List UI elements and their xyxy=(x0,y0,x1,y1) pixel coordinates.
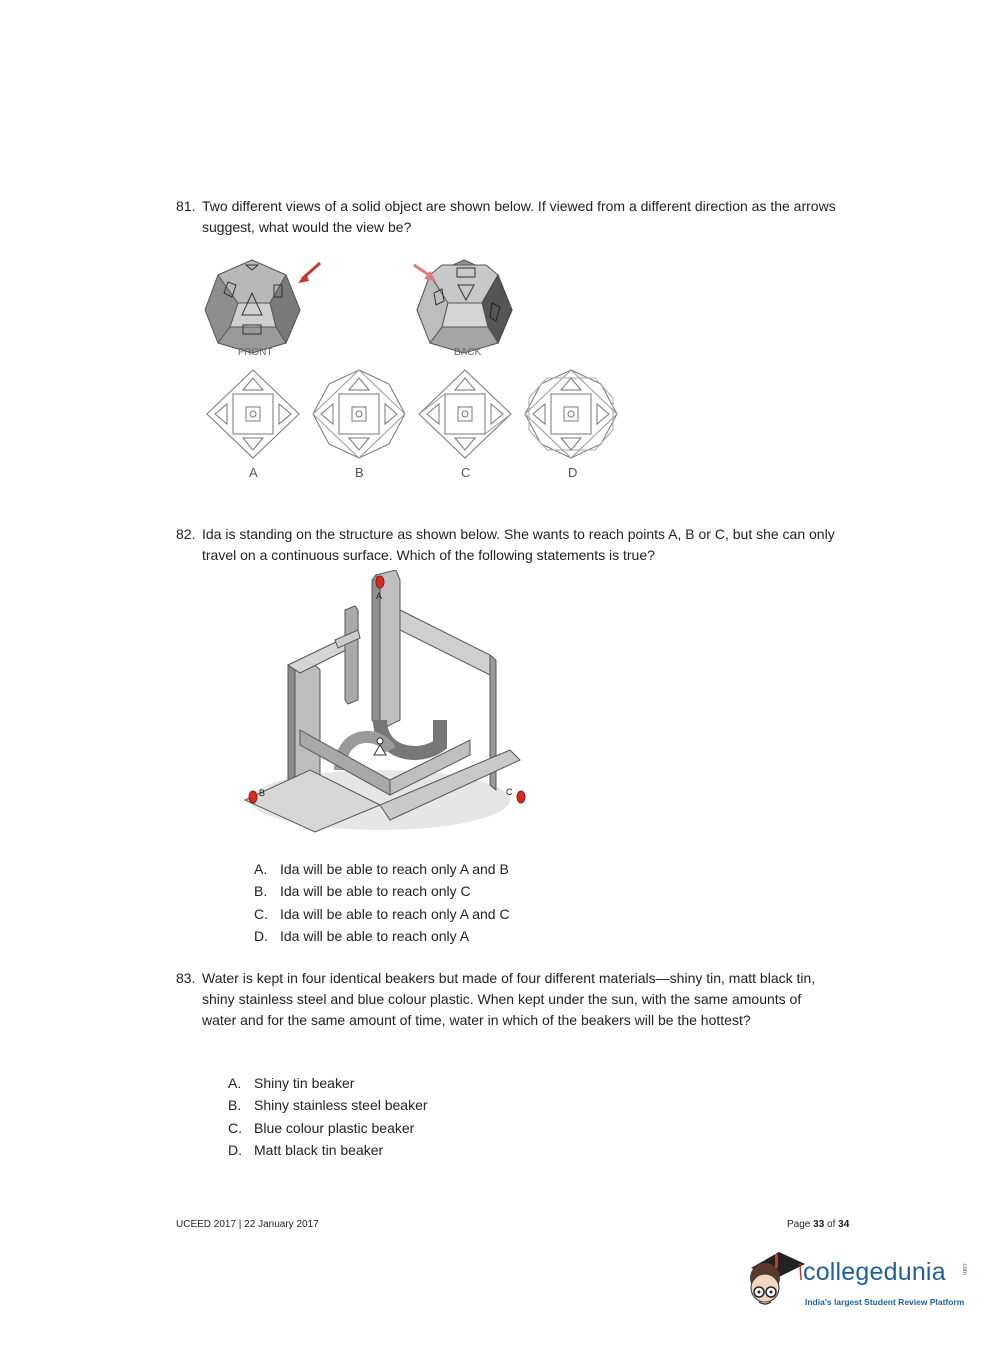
footer-page-number: Page 33 of 34 xyxy=(787,1219,850,1230)
back-label: BACK xyxy=(454,347,482,358)
option-a[interactable]: A. Ida will be able to reach only A and B xyxy=(254,861,509,877)
option-c-figure xyxy=(419,370,511,458)
front-label: FRONT xyxy=(238,347,273,358)
question-number: 82. xyxy=(176,526,196,542)
impossible-structure-figure xyxy=(240,570,530,850)
back-view-figure xyxy=(414,260,512,353)
solid-object-views xyxy=(200,255,530,360)
option-d[interactable]: D. Ida will be able to reach only A xyxy=(254,927,470,944)
question-text: Water is kept in four identical beakers but made of four different materials—shiny tin, matt black tin, shiny stainless steel and blue colour plastic. When kept under the sun, with the same amounts of water and for the same amount of time, water in which of the beakers will be the hottest? xyxy=(202,970,816,1028)
q82-options xyxy=(254,858,510,947)
q83-options xyxy=(228,1072,428,1161)
front-view-figure xyxy=(205,260,320,353)
brand-tagline: India's largest Student Review Platform xyxy=(805,1297,965,1307)
option-figures xyxy=(203,368,623,462)
question-number: 81. xyxy=(176,198,196,214)
question-81 xyxy=(176,196,836,238)
point-b-marker xyxy=(249,791,257,803)
option-c[interactable]: C. Blue colour plastic beaker xyxy=(228,1119,415,1136)
option-b-label: B xyxy=(355,465,364,480)
point-b-label: B xyxy=(259,788,266,798)
question-text: Ida is standing on the structure as shown below. She wants to reach points A, B or C, but she can only travel on a continuous surface. Which of the following statements is true? xyxy=(202,526,835,563)
option-a-label: A xyxy=(249,465,258,480)
point-c-marker xyxy=(517,791,525,803)
option-b[interactable]: B. Shiny stainless steel beaker xyxy=(228,1097,428,1114)
option-a[interactable]: A. Shiny tin beaker xyxy=(228,1075,355,1091)
mascot-icon xyxy=(745,1250,805,1320)
question-number: 83. xyxy=(176,970,196,986)
footer-exam-info: UCEED 2017 | 22 January 2017 xyxy=(176,1219,319,1230)
option-b-figure xyxy=(313,370,405,458)
option-a-figure xyxy=(207,370,299,458)
option-c[interactable]: C. Ida will be able to reach only A and C xyxy=(254,905,510,922)
brand-com: .com xyxy=(961,1262,967,1276)
question-83 xyxy=(176,968,836,1031)
question-82 xyxy=(176,524,836,566)
collegedunia-logo[interactable] xyxy=(745,1250,975,1320)
question-text: Two different views of a solid object are shown below. If viewed from a different direction as the arrows suggest, what would the view be? xyxy=(202,198,836,235)
point-a-label: A xyxy=(376,591,383,601)
option-d-figure xyxy=(525,370,617,458)
option-d-label: D xyxy=(568,465,578,480)
brand-name: collegedunia xyxy=(803,1258,946,1286)
option-d[interactable]: D. Matt black tin beaker xyxy=(228,1141,384,1158)
option-b[interactable]: B. Ida will be able to reach only C xyxy=(254,883,471,900)
option-c-label: C xyxy=(461,465,471,480)
point-a-marker xyxy=(376,576,384,588)
point-c-label: C xyxy=(506,787,513,797)
